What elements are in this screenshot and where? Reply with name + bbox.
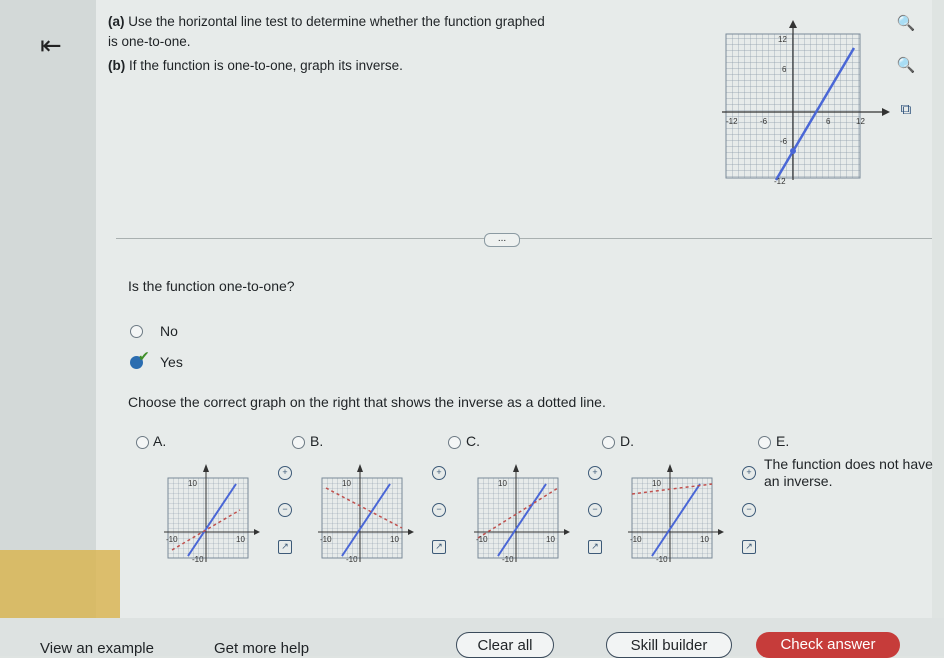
option-d-graph bbox=[622, 458, 732, 568]
axis-label-x-neg6: -6 bbox=[760, 117, 768, 126]
option-a-graph bbox=[158, 458, 268, 568]
clear-all-button[interactable]: Clear all bbox=[456, 632, 554, 658]
q2-letter-e[interactable]: E. bbox=[776, 433, 790, 449]
q2-letter-b[interactable]: B. bbox=[310, 433, 324, 449]
q2-radio-c[interactable] bbox=[448, 436, 461, 449]
part-b-label: (b) bbox=[108, 58, 126, 73]
expand-button[interactable]: ... bbox=[484, 233, 520, 247]
axis-label-x-6: 6 bbox=[826, 117, 831, 126]
a-label-bottom: -10 bbox=[192, 555, 204, 564]
q2-radio-e[interactable] bbox=[758, 436, 771, 449]
a-label-left: -10 bbox=[166, 535, 178, 544]
d-label-bottom: -10 bbox=[656, 555, 668, 564]
c-label-left: -10 bbox=[476, 535, 488, 544]
q1-option-yes[interactable]: Yes bbox=[160, 354, 183, 370]
skill-builder-button[interactable]: Skill builder bbox=[606, 632, 732, 658]
c-label-right: 10 bbox=[546, 535, 555, 544]
divider bbox=[116, 238, 932, 239]
q1-prompt: Is the function one-to-one? bbox=[128, 278, 295, 294]
c-label-bottom: -10 bbox=[502, 555, 514, 564]
axis-label-y-neg6: -6 bbox=[780, 137, 788, 146]
c-zoom-out-icon[interactable]: − bbox=[588, 503, 602, 517]
axis-label-y-top: 12 bbox=[778, 35, 787, 44]
option-c-graph bbox=[468, 458, 578, 568]
get-more-help-link[interactable]: Get more help bbox=[214, 640, 310, 657]
q2-letter-a[interactable]: A. bbox=[153, 433, 167, 449]
check-answer-button[interactable]: Check answer bbox=[756, 632, 900, 658]
zoom-out-icon[interactable]: 🔍 bbox=[896, 57, 916, 74]
b-label-right: 10 bbox=[390, 535, 399, 544]
b-zoom-in-icon[interactable]: + bbox=[432, 466, 446, 480]
axis-label-x-right: 12 bbox=[856, 117, 865, 126]
q2-prompt: Choose the correct graph on the right that shows the inverse as a dotted line. bbox=[128, 394, 606, 410]
part-a-text: Use the horizontal line test to determine whether the function graphed bbox=[128, 14, 545, 29]
d-label-top: 10 bbox=[652, 479, 661, 488]
main-function-graph bbox=[714, 20, 894, 188]
d-zoom-out-icon[interactable]: − bbox=[742, 503, 756, 517]
d-popout-icon[interactable]: ↗ bbox=[742, 540, 756, 554]
a-label-right: 10 bbox=[236, 535, 245, 544]
c-label-top: 10 bbox=[498, 479, 507, 488]
a-zoom-in-icon[interactable]: + bbox=[278, 466, 292, 480]
popout-icon[interactable]: ⧉ bbox=[900, 101, 912, 118]
b-label-left: -10 bbox=[320, 535, 332, 544]
q2-radio-b[interactable] bbox=[292, 436, 305, 449]
q1-option-no[interactable]: No bbox=[160, 323, 178, 339]
d-label-right: 10 bbox=[700, 535, 709, 544]
view-example-link[interactable]: View an example bbox=[40, 640, 154, 657]
q2-radio-a[interactable] bbox=[136, 436, 149, 449]
axis-label-y-bottom: -12 bbox=[774, 177, 786, 186]
question-part-a bbox=[108, 12, 628, 52]
q2-radio-d[interactable] bbox=[602, 436, 615, 449]
a-label-top: 10 bbox=[188, 479, 197, 488]
decorative-block bbox=[0, 550, 120, 620]
axis-label-x-left: -12 bbox=[726, 117, 738, 126]
part-a-text2: is one-to-one. bbox=[108, 34, 191, 49]
b-label-bottom: -10 bbox=[346, 555, 358, 564]
axis-label-y-6: 6 bbox=[782, 65, 787, 74]
a-zoom-out-icon[interactable]: − bbox=[278, 503, 292, 517]
q2-letter-c[interactable]: C. bbox=[466, 433, 480, 449]
q2-option-e-text[interactable]: The function does not have an inverse. bbox=[764, 456, 933, 489]
b-popout-icon[interactable]: ↗ bbox=[432, 540, 446, 554]
c-zoom-in-icon[interactable]: + bbox=[588, 466, 602, 480]
part-b-text: If the function is one-to-one, graph its inverse. bbox=[129, 58, 403, 73]
c-popout-icon[interactable]: ↗ bbox=[588, 540, 602, 554]
question-part-b bbox=[108, 56, 628, 76]
d-label-left: -10 bbox=[630, 535, 642, 544]
q1-radio-no[interactable] bbox=[130, 325, 143, 338]
zoom-in-icon[interactable]: 🔍 bbox=[896, 15, 916, 32]
b-zoom-out-icon[interactable]: − bbox=[432, 503, 446, 517]
q2-letter-d[interactable]: D. bbox=[620, 433, 634, 449]
correct-check-icon: ✔ bbox=[138, 348, 150, 364]
part-a-label: (a) bbox=[108, 14, 125, 29]
d-zoom-in-icon[interactable]: + bbox=[742, 466, 756, 480]
option-b-graph bbox=[312, 458, 422, 568]
b-label-top: 10 bbox=[342, 479, 351, 488]
a-popout-icon[interactable]: ↗ bbox=[278, 540, 292, 554]
back-icon[interactable]: ⇤ bbox=[40, 30, 62, 60]
